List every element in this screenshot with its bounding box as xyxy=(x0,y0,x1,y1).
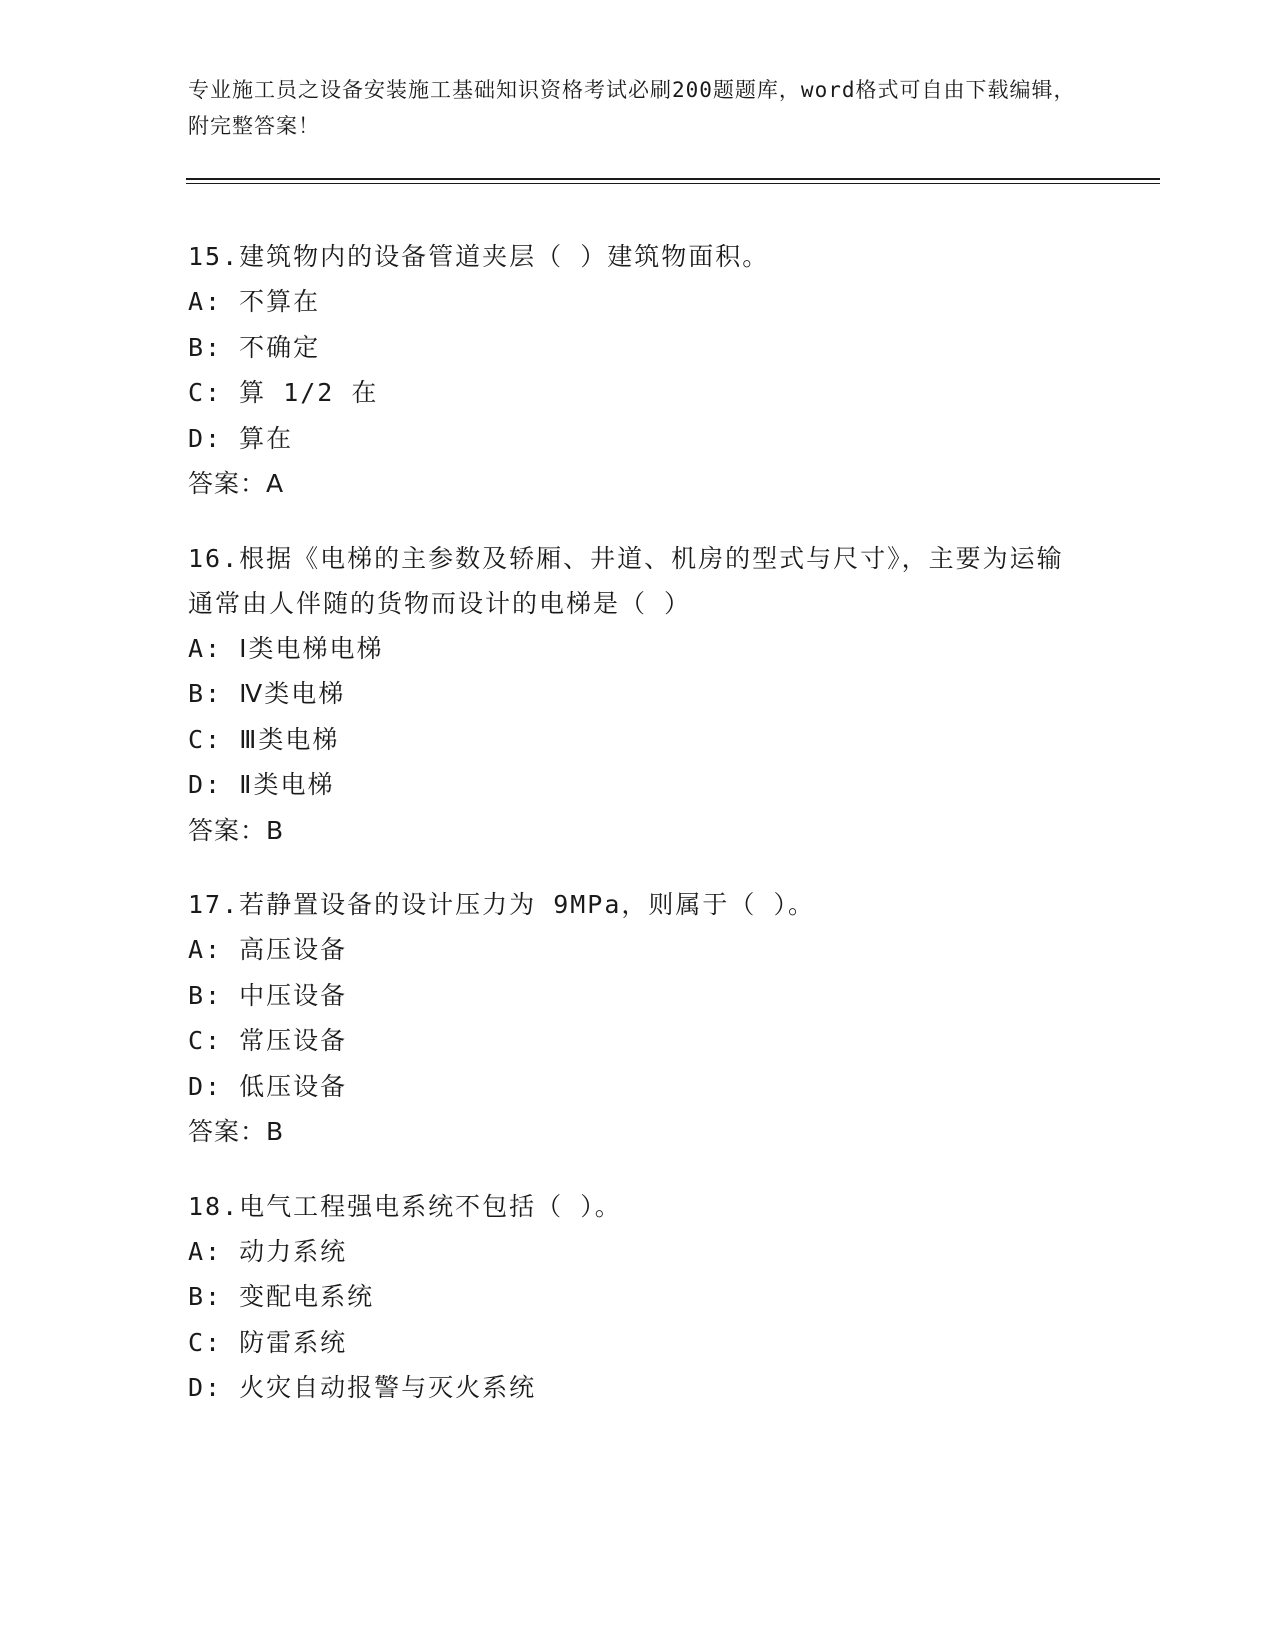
option-c: C: 算 1/2 在 xyxy=(188,378,379,407)
option-a: A: 高压设备 xyxy=(188,935,348,964)
option-b: B: 中压设备 xyxy=(188,980,348,1010)
option-a: A: 不算在 xyxy=(188,287,321,316)
option-c: C: 防雷系统 xyxy=(188,1327,348,1357)
answer: 答案：B xyxy=(188,1117,285,1146)
option-b: B: 不确定 xyxy=(188,332,321,362)
option-c: C: 常压设备 xyxy=(188,1026,348,1055)
option-d: D: 算在 xyxy=(188,423,294,453)
option-a: A: Ⅰ类电梯电梯 xyxy=(188,633,384,663)
option-b: B: Ⅳ类电梯 xyxy=(188,679,346,708)
option-d: D: Ⅱ类电梯 xyxy=(188,770,335,799)
option-c: C: Ⅲ类电梯 xyxy=(188,724,340,754)
question-text: 15.建筑物内的设备管道夹层（ ）建筑物面积。 xyxy=(188,242,770,271)
question-text: 17.若静置设备的设计压力为 9MPa，则属于（ ）。 xyxy=(188,890,815,919)
question-15 xyxy=(188,234,1148,507)
document-header: 专业施工员之设备安装施工基础知识资格考试必刷200题题库，word格式可自由下载编辑，附完整答案！ xyxy=(188,78,1076,138)
question-18 xyxy=(188,1184,1148,1411)
question-16 xyxy=(188,536,1148,854)
answer: 答案：A xyxy=(188,469,285,498)
question-list xyxy=(188,234,1148,1440)
question-text: 16.根据《电梯的主参数及轿厢、井道、机房的型式与尺寸》，主要为运输通常由人伴随的货物而设计的电梯是（ ） xyxy=(188,543,1064,618)
question-text: 18.电气工程强电系统不包括（ ）。 xyxy=(188,1191,622,1221)
question-17 xyxy=(188,882,1148,1155)
option-b: B: 变配电系统 xyxy=(188,1282,375,1311)
header-divider xyxy=(186,178,1160,184)
option-a: A: 动力系统 xyxy=(188,1236,348,1266)
option-d: D: 火灾自动报警与灭火系统 xyxy=(188,1373,537,1402)
option-d: D: 低压设备 xyxy=(188,1071,348,1101)
answer: 答案：B xyxy=(188,815,285,845)
